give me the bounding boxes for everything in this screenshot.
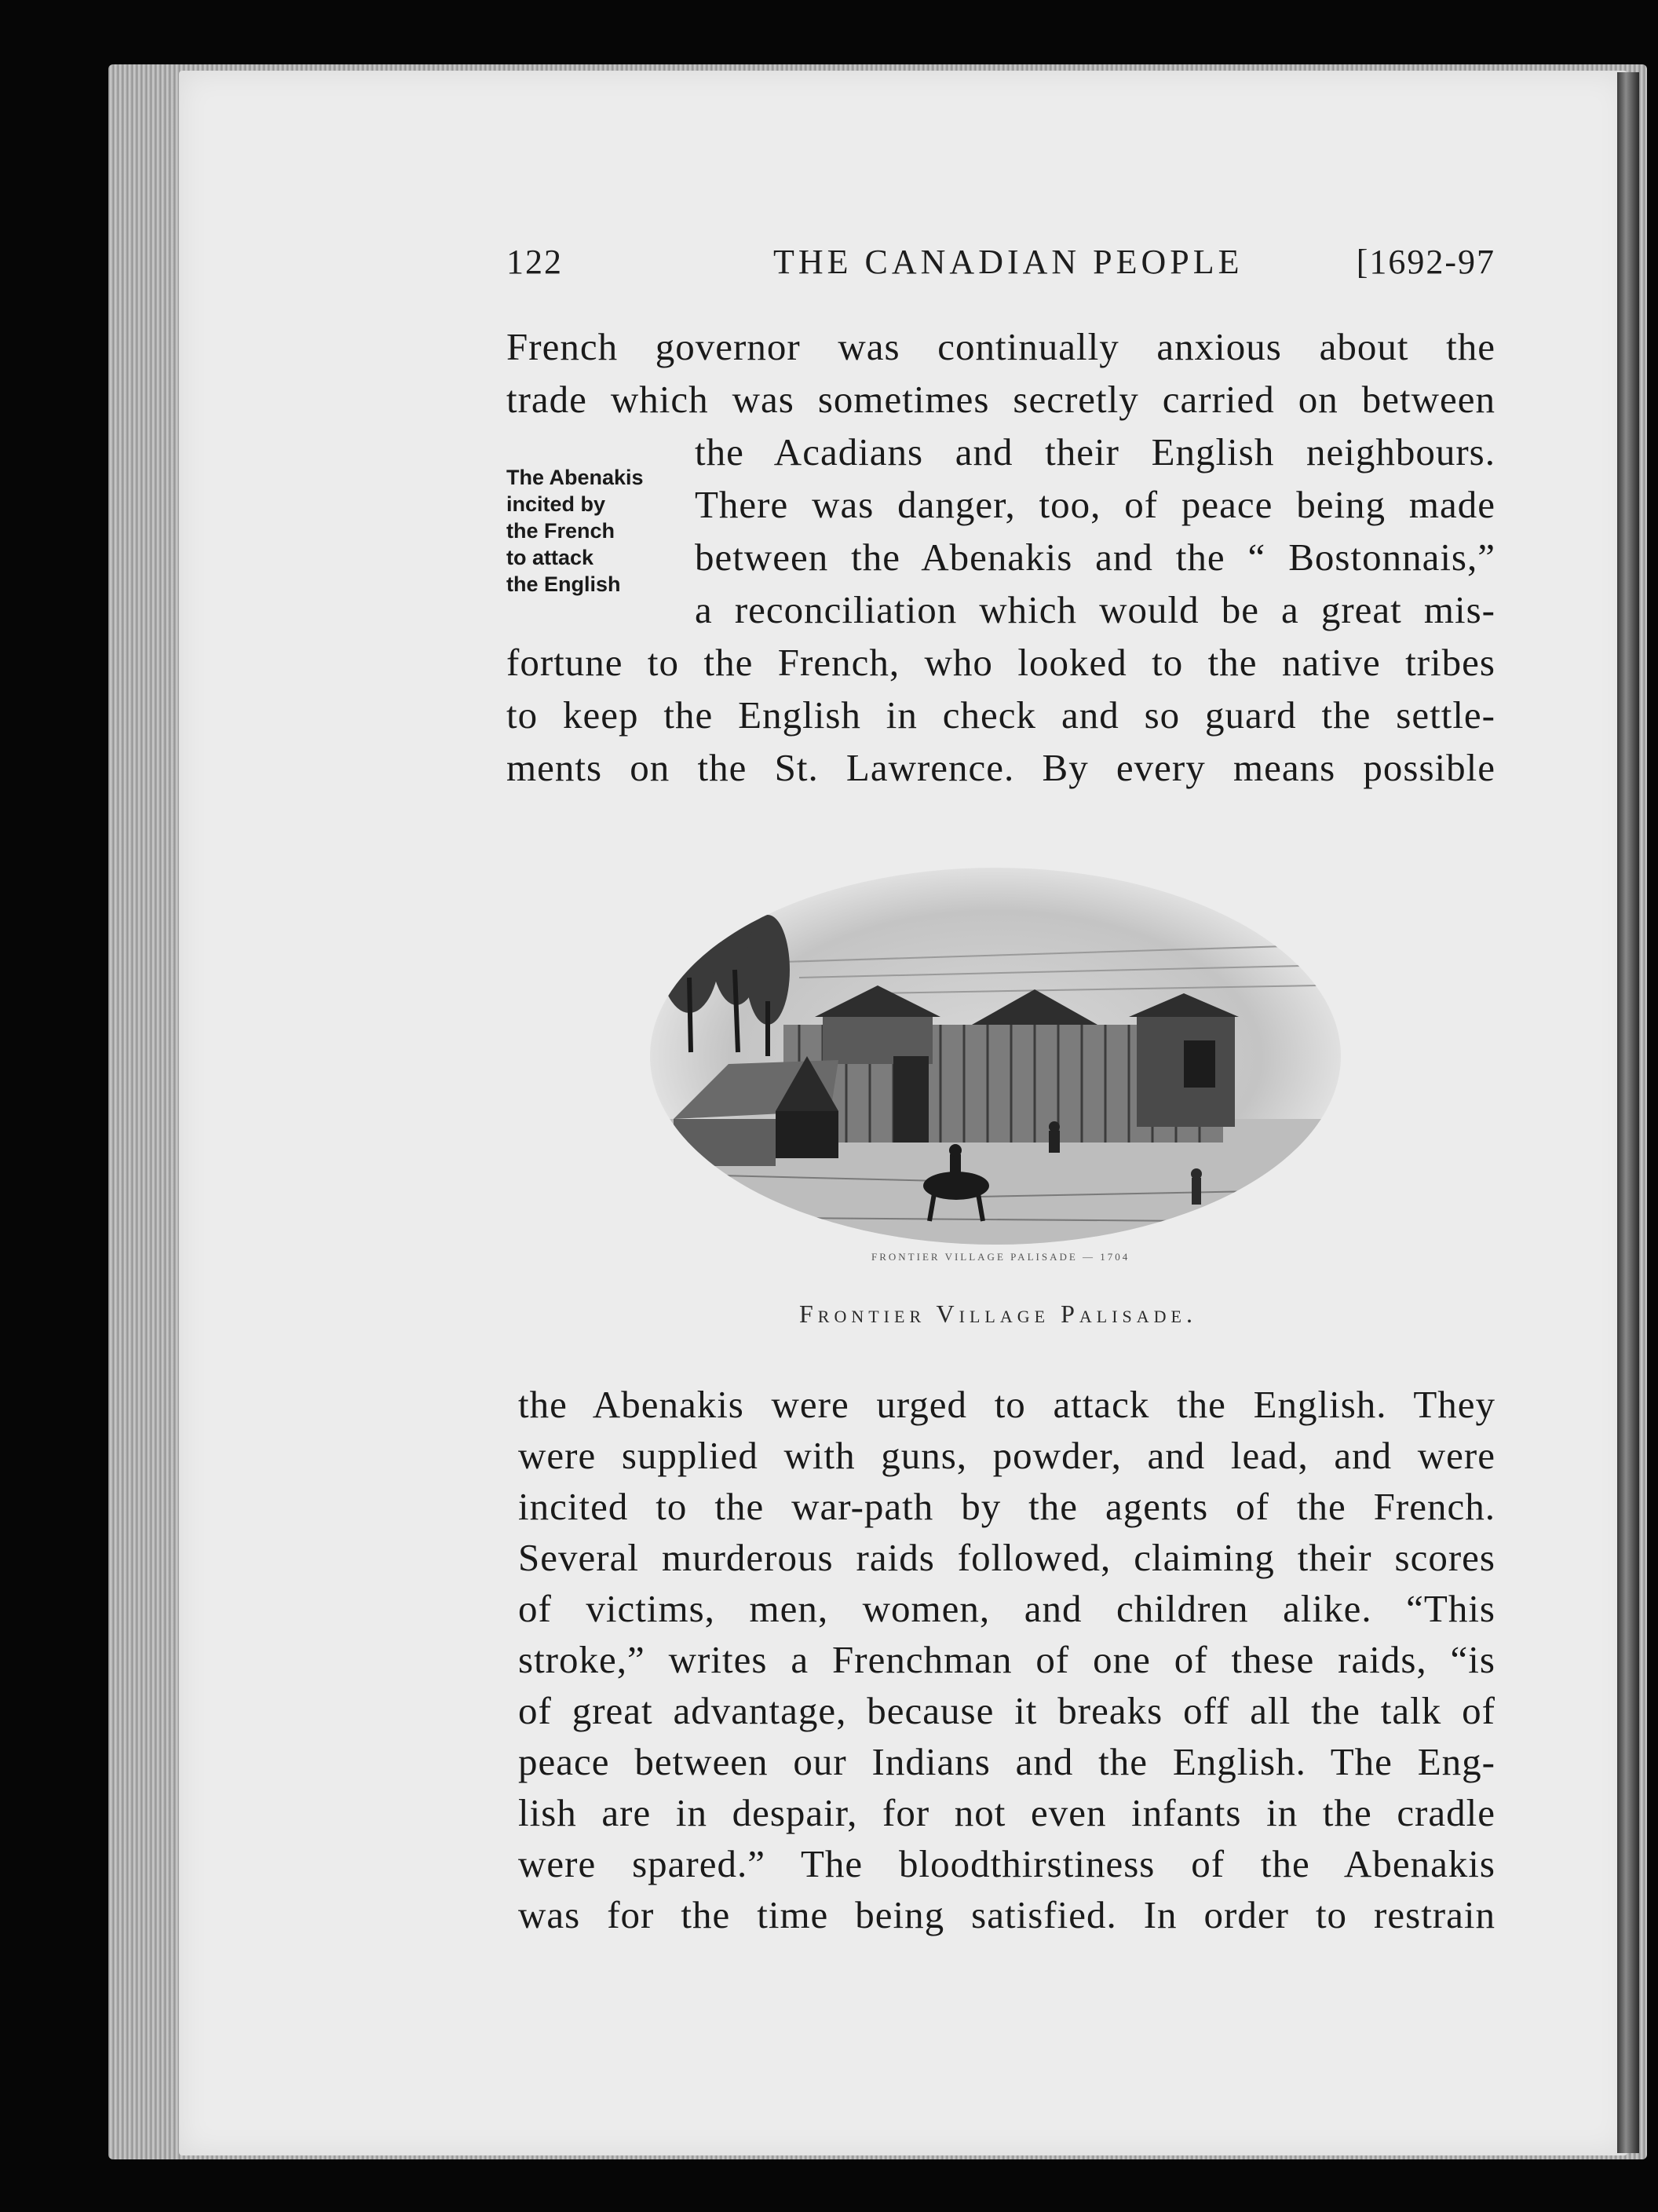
text-line: were spared.” The bloodthirstiness of the Abenakis [518,1842,1495,1885]
text-line: There was danger, too, of peace being made [695,483,1495,526]
book-spine-edge [1617,72,1639,2153]
text-line: was for the time being satisfied. In order to restrain [518,1893,1495,1936]
margin-note-line: incited by [506,492,606,516]
text-line: ments on the St. Lawrence. By every means possible [506,746,1495,789]
text-line: of victims, men, women, and children alike. “This [518,1587,1495,1630]
text-line: a reconciliation which would be a great mis- [695,588,1495,631]
text-line: the Acadians and their English neighbours. [695,430,1495,473]
margin-note-line: the French [506,519,615,543]
illustration-caption: Frontier Village Palisade. [799,1300,1197,1328]
text-line: between the Abenakis and the “ Bostonnais,” [695,536,1495,579]
text-line: Several murderous raids followed, claiming their scores [518,1536,1495,1579]
text-line: the Abenakis were urged to attack the English. They [518,1383,1495,1426]
text-line: stroke,” writes a Frenchman of one of these raids, “is [518,1638,1495,1681]
text-line: of great advantage, because it breaks off all the talk of [518,1689,1495,1732]
margin-note-line: to attack [506,546,594,569]
margin-note-line: the English [506,572,621,596]
text-line: French governor was continually anxious about the [506,325,1495,368]
running-title: THE CANADIAN PEOPLE [773,243,1244,281]
text-line: to keep the English in check and so guard the settle- [506,693,1495,737]
margin-note [506,464,687,598]
margin-note-line: The Abenakis [506,466,644,489]
year-range: [1692-97 [1356,243,1495,281]
frontier-village-illustration [642,860,1349,1256]
illustration-inner-caption: FRONTIER VILLAGE PALISADE — 1704 [871,1251,1130,1263]
text-line: peace between our Indians and the English. The Eng- [518,1740,1495,1783]
text-line: were supplied with guns, powder, and lead, and were [518,1434,1495,1477]
text-line: trade which was sometimes secretly carried on between [506,378,1495,421]
text-line: incited to the war-path by the agents of the French. [518,1485,1495,1528]
page-number: 122 [506,243,563,281]
text-line: fortune to the French, who looked to the native tribes [506,641,1495,684]
running-header [506,242,1495,289]
text-line: lish are in despair, for not even infants in the cradle [518,1791,1495,1834]
